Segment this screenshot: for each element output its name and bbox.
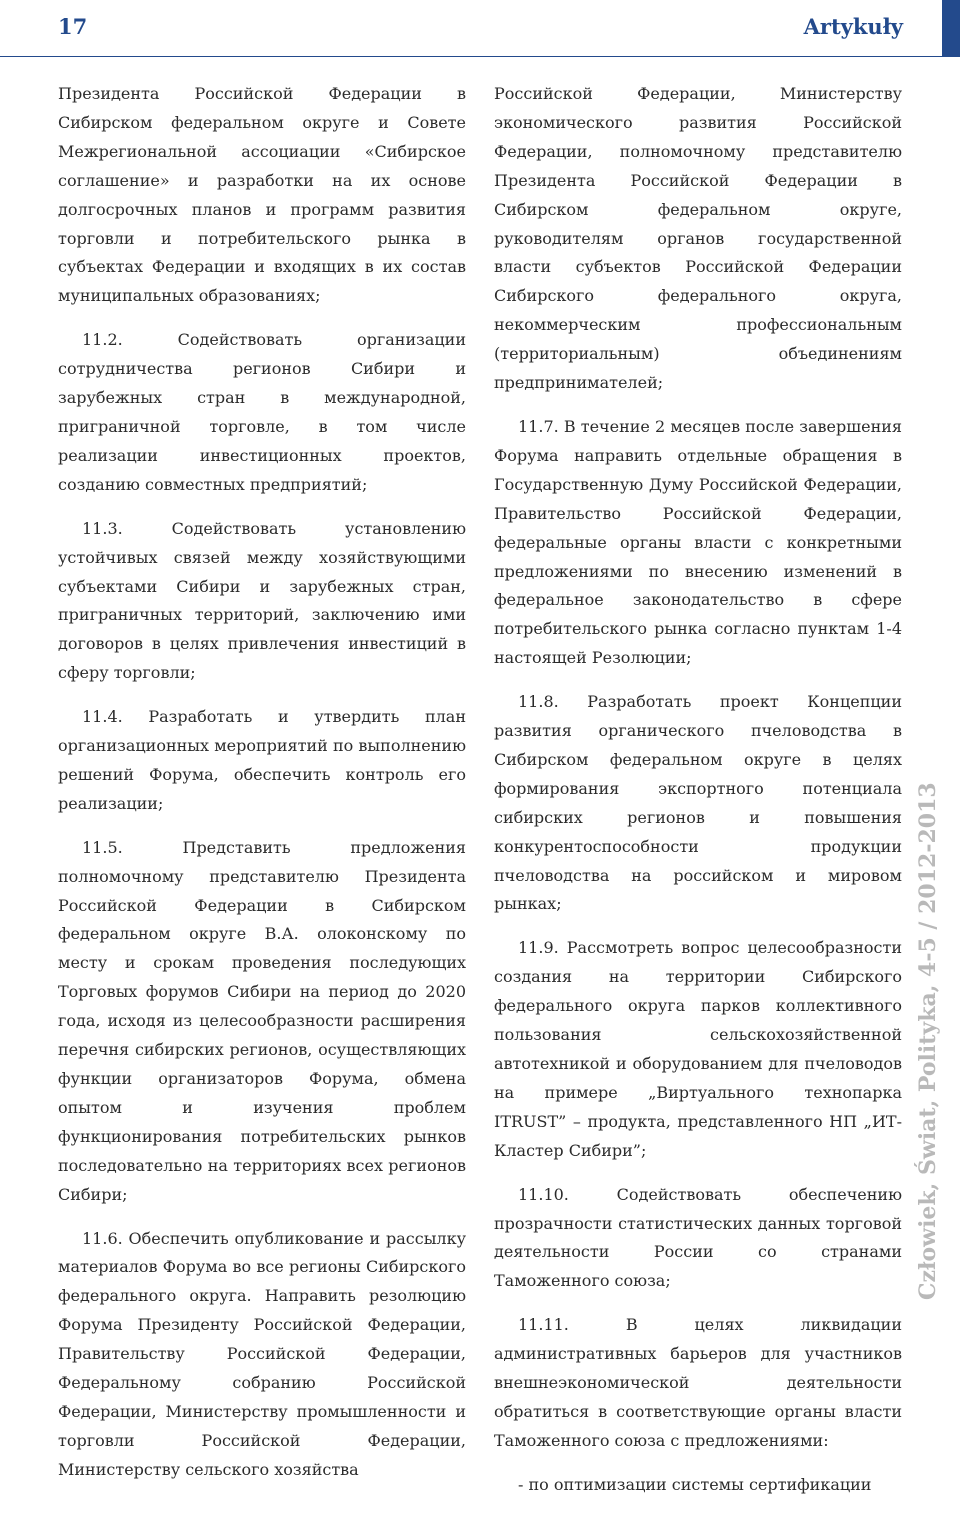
paragraph-11-8: 11.8. Разработать проект Концепции развития органического пчеловодства в Сибирском федеральном округе в целях формирования экспортного потенциала сибирских регионов и повышения конкурентоспособности продукции пчеловодства на российском и мировом рынках; bbox=[494, 692, 902, 914]
section-title: Artykuły bbox=[803, 14, 903, 39]
left-text-column bbox=[58, 80, 466, 1500]
right-text-column bbox=[494, 80, 902, 1515]
paragraph-continued-right: Российской Федерации, Министерству экономического развития Российской Федерации, полномочному представителю Президента Российской Федерации в Сибирском федеральном округе, руководителям органов государственной власти субъектов Российской Федерации Сибирского федерального округа, некоммерческим профессиональным (территориальным) объединениям предпринимателей; bbox=[494, 84, 902, 393]
paragraph-11-9: 11.9. Рассмотреть вопрос целесообразности создания на территории Сибирского федерального округа парков коллективного пользования сельскохозяйственной автотехникой и оборудованием для пчеловодов на примере „Виртуального технопарка ITRUST” – продукта, представленного НП „ИТ-Кластер Сибири”; bbox=[494, 938, 902, 1160]
paragraph-11-2: 11.2. Содействовать организации сотрудничества регионов Сибири и зарубежных стран в международной, приграничной торговле, в том числе реализации инвестиционных проектов, созданию совместных предприятий; bbox=[58, 330, 466, 494]
journal-side-title: Człowiek, Świat, Polityka, 4-5 / 2012-2013 bbox=[915, 782, 941, 1300]
page-header bbox=[0, 0, 960, 62]
corner-color-bar bbox=[942, 0, 960, 57]
paragraph-11-7: 11.7. В течение 2 месяцев после завершения Форума направить отдельные обращения в Государственную Думу Российской Федерации, Правительство Российской Федерации, федеральные органы власти с конкретными предложениями по внесению изменений в федеральное законодательство в сфере потребительского рынка согласно пунктам 1-4 настоящей Резолюции; bbox=[494, 416, 902, 668]
paragraph-11-6: 11.6. Обеспечить опубликование и рассылку материалов Форума во все регионы Сибирского федерального округа. Направить резолюцию Форума Президенту Российской Федерации, Правительству Российской Федерации, Федеральному собранию Российской Федерации, Министерству промышленности и торговли Российской Федерации, Министерству сельского хозяйства bbox=[58, 1228, 466, 1479]
paragraph-11-5: 11.5. Представить предложения полномочному представителю Президента Российской Федерации в Сибирском федеральном округе В.А. олоконскому по месту и срокам проведения последующих Торговых форумов Сибири на период до 2020 года, исходя из целесообразности расширения перечня сибирских регионов, осуществляющих функции организаторов Форума, обмена опытом и изучения проблем функционирования потребительских рынков последовательно на территориях всех регионов Сибири; bbox=[58, 837, 466, 1204]
paragraph-continued: Президента Российской Федерации в Сибирском федеральном округе и Совете Межрегиональной ассоциации «Сибирское соглашение» и разработки на их основе долгосрочных планов и программ развития торговли и потребительского рынка в субъектах Федерации и входящих в их состав муниципальных образованиях; bbox=[58, 84, 466, 306]
paragraph-11-10: 11.10. Содействовать обеспечению прозрачности статистических данных торговой деятельности России со странами Таможенного союза; bbox=[494, 1184, 902, 1291]
page-number: 17 bbox=[58, 14, 88, 39]
paragraph-11-4: 11.4. Разработать и утвердить план организационных мероприятий по выполнению решений Форума, обеспечить контроль его реализации; bbox=[58, 707, 466, 813]
paragraph-11-11: 11.11. В целях ликвидации административных барьеров для участников внешнеэкономической деятельности обратиться в соответствующие органы власти Таможенного союза с предложениями: bbox=[494, 1315, 902, 1450]
paragraph-11-3: 11.3. Содействовать установлению устойчивых связей между хозяйствующими субъектами Сибири и зарубежных стран, приграничных территорий, заключению ими договоров в целях привлечения инвестиций в сферу торговли; bbox=[58, 518, 466, 683]
header-rule bbox=[0, 56, 942, 57]
list-item-certification: - по оптимизации системы сертификации bbox=[518, 1474, 872, 1494]
